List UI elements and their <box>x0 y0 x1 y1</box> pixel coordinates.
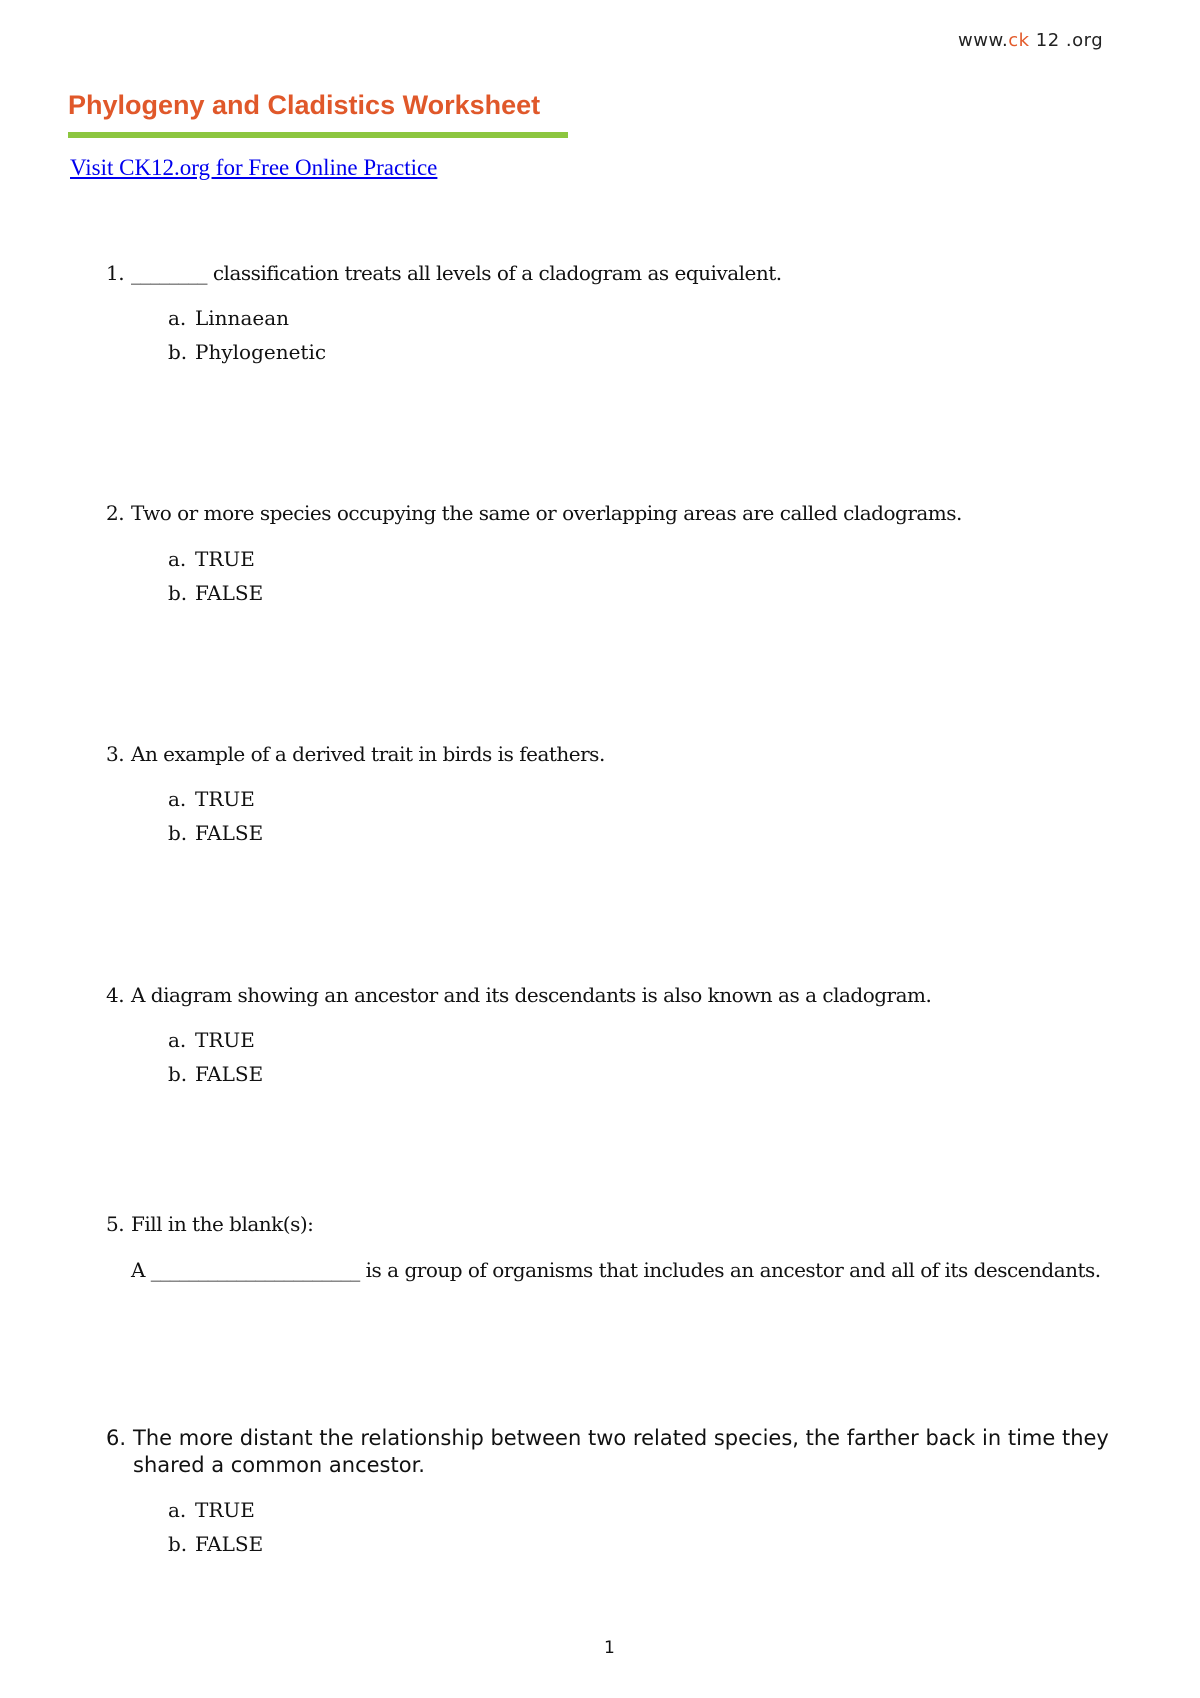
url-suffix: 12 .org <box>1035 30 1104 51</box>
question-1 <box>106 260 782 287</box>
question-text: The more distant the relationship between two related species, the farther back in time they shared a common ancestor. <box>133 1426 1109 1477</box>
question-6 <box>106 1425 1146 1479</box>
question-number: 6. <box>106 1426 127 1450</box>
option-1a[interactable] <box>168 305 289 332</box>
practice-link[interactable]: Visit CK12.org for Free Online Practice <box>70 155 438 180</box>
question-text: ________ classification treats all levels of a cladogram as equivalent. <box>131 261 782 285</box>
question-number: 2. <box>106 501 125 525</box>
option-letter: a. <box>168 1498 187 1522</box>
option-letter: b. <box>168 1062 188 1086</box>
question-text: A diagram showing an ancestor and its descendants is also known as a cladogram. <box>131 983 932 1007</box>
option-text: FALSE <box>195 581 264 605</box>
option-text: FALSE <box>195 1062 264 1086</box>
option-3a[interactable] <box>168 786 255 813</box>
option-2a[interactable] <box>168 546 255 573</box>
option-4b[interactable] <box>168 1061 263 1088</box>
url-brand: ck <box>1008 30 1030 51</box>
url-prefix: www. <box>958 30 1009 51</box>
option-letter: b. <box>168 1532 188 1556</box>
option-text: FALSE <box>195 821 264 845</box>
option-letter: a. <box>168 547 187 571</box>
question-text: An example of a derived trait in birds is feathers. <box>131 742 605 766</box>
option-text: TRUE <box>195 1498 255 1522</box>
site-url <box>958 30 1103 51</box>
question-text: Fill in the blank(s): <box>131 1212 314 1236</box>
option-1b[interactable] <box>168 339 326 366</box>
question-4 <box>106 982 931 1009</box>
option-letter: b. <box>168 340 188 364</box>
page-title: Phylogeny and Cladistics Worksheet <box>68 90 541 120</box>
option-text: FALSE <box>195 1532 264 1556</box>
question-text: Two or more species occupying the same or overlapping areas are called cladograms. <box>131 501 962 525</box>
option-2b[interactable] <box>168 580 263 607</box>
question-number: 1. <box>106 261 125 285</box>
question-3 <box>106 741 605 768</box>
option-letter: a. <box>168 1028 187 1052</box>
option-text: TRUE <box>195 1028 255 1052</box>
question-5 <box>106 1211 313 1238</box>
option-letter: a. <box>168 306 187 330</box>
question-number: 5. <box>106 1212 125 1236</box>
page-number: 1 <box>604 1638 615 1658</box>
title-underline-rule <box>68 132 568 138</box>
question-number: 4. <box>106 983 125 1007</box>
option-letter: a. <box>168 787 187 811</box>
option-letter: b. <box>168 581 188 605</box>
fill-in-blank-sentence[interactable]: A ______________________ is a group of organisms that includes an ancestor and all of its descendants. <box>131 1258 1101 1282</box>
option-text: TRUE <box>195 787 255 811</box>
question-2 <box>106 500 962 527</box>
question-number: 3. <box>106 742 125 766</box>
option-text: TRUE <box>195 547 255 571</box>
option-6b[interactable] <box>168 1531 263 1558</box>
option-letter: b. <box>168 821 188 845</box>
option-text: Linnaean <box>195 306 290 330</box>
option-4a[interactable] <box>168 1027 255 1054</box>
option-3b[interactable] <box>168 820 263 847</box>
option-6a[interactable] <box>168 1497 255 1524</box>
option-text: Phylogenetic <box>195 340 327 364</box>
